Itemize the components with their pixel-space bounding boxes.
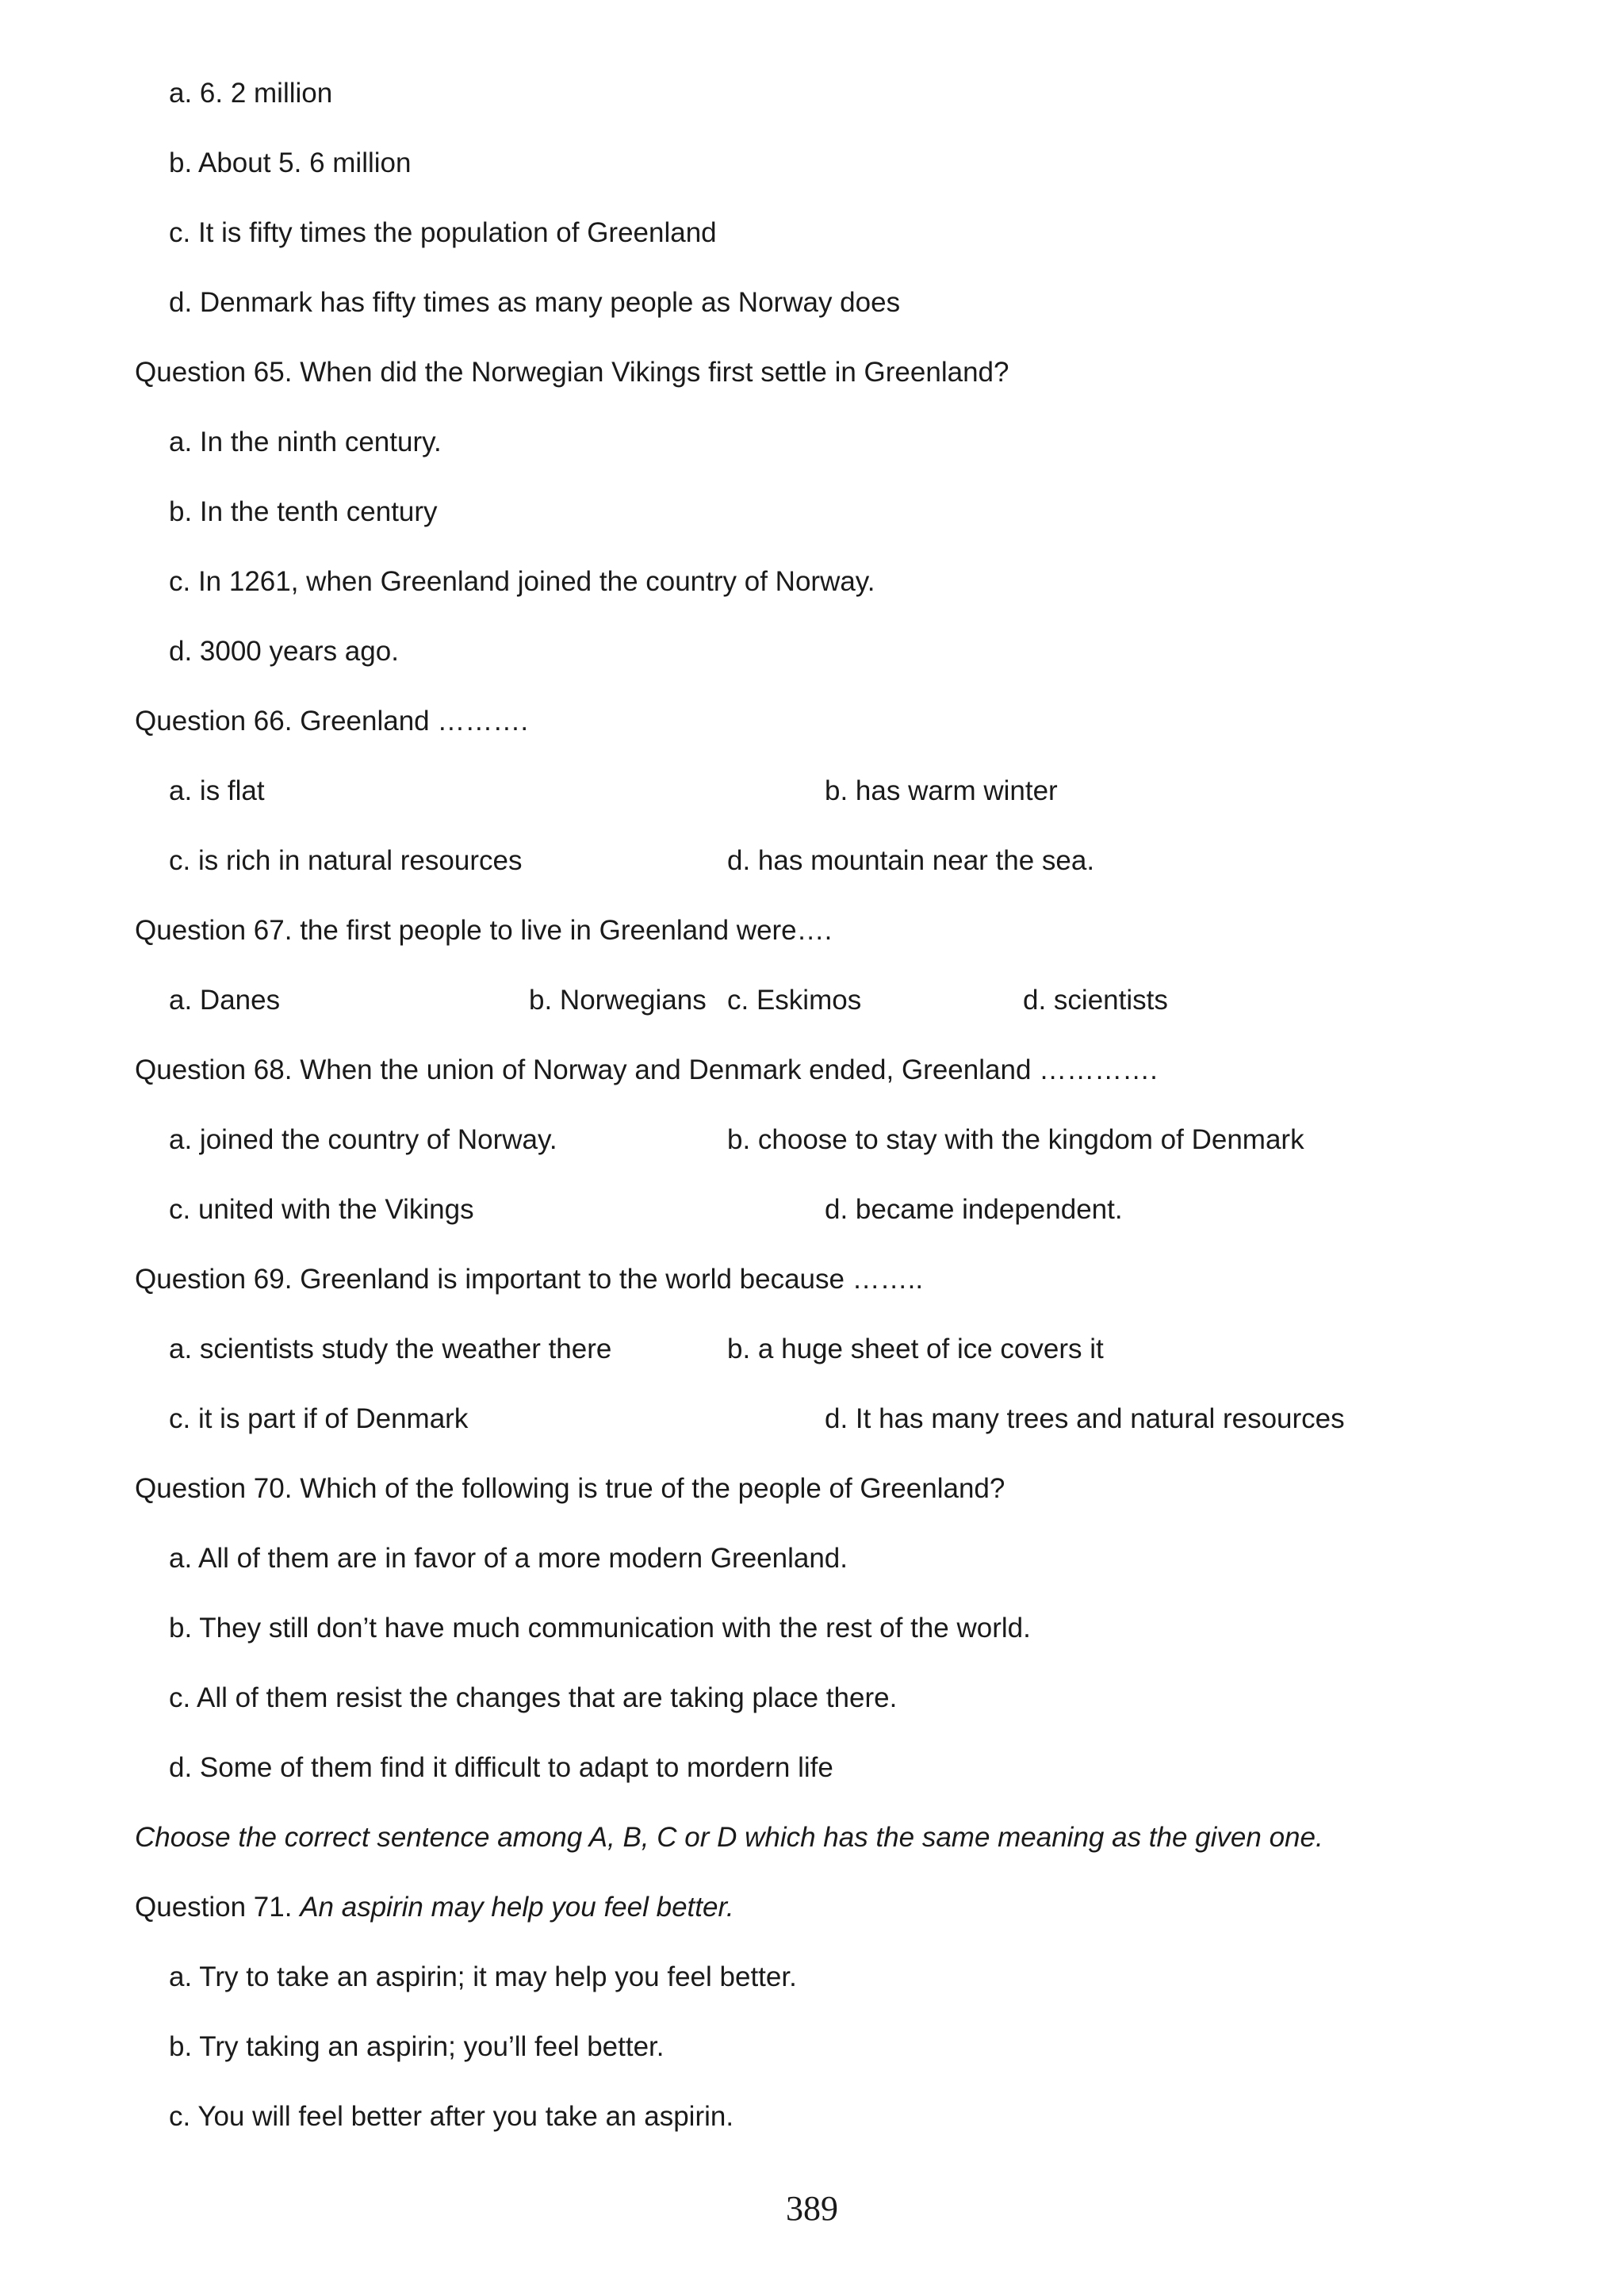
q66-option-b: b. has warm winter [825,775,1058,806]
q68-option-c: c. united with the Vikings [169,1194,474,1225]
q65-option-b: b. In the tenth century [169,496,438,527]
q66-stem: Question 66. Greenland ………. [135,706,529,737]
q71-option-b: b. Try taking an aspirin; you’ll feel better. [169,2031,665,2062]
q67-stem: Question 67. the first people to live in Greenland were…. [135,915,833,946]
q68-option-d: d. became independent. [825,1194,1123,1225]
q67-option-a: a. Danes [169,985,281,1016]
q70-stem: Question 70. Which of the following is true of the people of Greenland? [135,1473,1005,1504]
q71-stem [135,1893,734,1921]
q64-option-c: c. It is fifty times the population of Greenland [169,217,717,248]
q65-stem: Question 65. When did the Norwegian Vikings first settle in Greenland? [135,357,1009,388]
q70-option-c: c. All of them resist the changes that are taking place there. [169,1682,898,1713]
q69-option-c: c. it is part if of Denmark [169,1403,469,1434]
q66-option-a: a. is flat [169,775,265,806]
q67-option-c: c. Eskimos [727,985,862,1016]
q70-option-b: b. They still don’t have much communication with the rest of the world. [169,1613,1031,1644]
q65-option-a: a. In the ninth century. [169,427,442,457]
q71-option-a: a. Try to take an aspirin; it may help you feel better. [169,1961,797,1992]
q64-option-d: d. Denmark has fifty times as many people as Norway does [169,287,901,318]
q67-option-b: b. Norwegians [529,985,707,1016]
q71-label: Question 71. [135,1892,293,1923]
q71-sentence: An aspirin may help you feel better. [300,1892,734,1923]
q67-option-d: d. scientists [1023,985,1168,1016]
q70-option-a: a. All of them are in favor of a more modern Greenland. [169,1543,848,1574]
q64-option-a: a. 6. 2 million [169,78,333,109]
q69-option-d: d. It has many trees and natural resources [825,1403,1345,1434]
q68-stem: Question 68. When the union of Norway and Denmark ended, Greenland …………. [135,1054,1158,1085]
q70-option-d: d. Some of them find it difficult to adapt to mordern life [169,1752,833,1783]
q65-option-d: d. 3000 years ago. [169,636,399,667]
q69-stem: Question 69. Greenland is important to the world because …….. [135,1264,924,1295]
page-number: 389 [786,2189,838,2228]
q69-option-a: a. scientists study the weather there [169,1334,612,1364]
q66-option-d: d. has mountain near the sea. [727,845,1095,876]
q69-option-b: b. a huge sheet of ice covers it [727,1334,1104,1364]
q71-option-c: c. You will feel better after you take an aspirin. [169,2101,734,2132]
q66-option-c: c. is rich in natural resources [169,845,523,876]
section-instruction: Choose the correct sentence among A, B, C or D which has the same meaning as the given one. [135,1822,1323,1853]
q68-option-b: b. choose to stay with the kingdom of Denmark [727,1124,1304,1155]
q64-option-b: b. About 5. 6 million [169,147,412,178]
q68-option-a: a. joined the country of Norway. [169,1124,557,1155]
q65-option-c: c. In 1261, when Greenland joined the country of Norway. [169,566,875,597]
